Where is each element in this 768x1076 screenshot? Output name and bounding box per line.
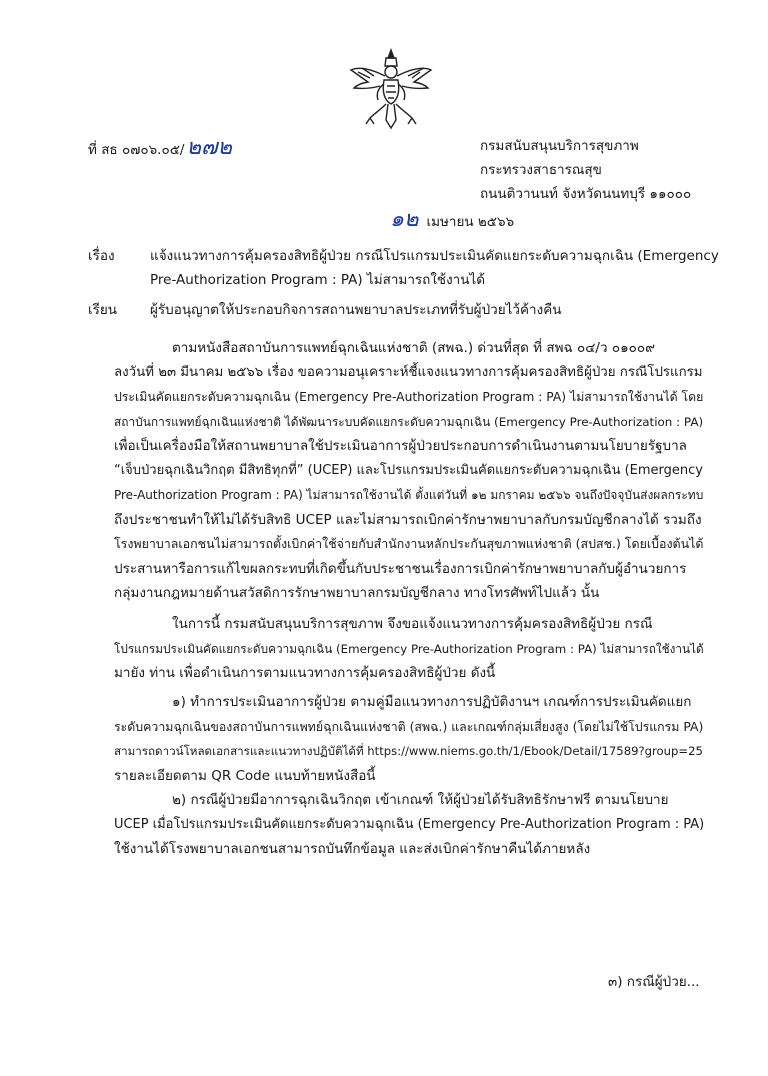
paragraph-2-line: โปรแกรมประเมินคัดแยกระดับความฉุกเฉิน (Emergency Pre-Authorization Program : PA) ไม่สามารถใช้งานได้	[114, 641, 704, 656]
document-number	[88, 136, 232, 162]
guideline-item-2-line: ใช้งานได้โรงพยาบาลเอกชนสามารถบันทึกข้อมูล และส่งเบิกค่ารักษาคืนได้ภายหลัง	[114, 841, 591, 857]
paragraph-1-line: ประเมินคัดแยกระดับความฉุกเฉิน (Emergency Pre-Authorization Program : PA) ไม่สามารถใช้งานได้ โดย	[114, 390, 704, 404]
document-date	[390, 208, 514, 234]
paragraph-1-line: กลุ่มงานกฎหมายด้านสวัสดิการรักษาพยาบาลกรมบัญชีกลาง ทางโทรศัพท์ไปแล้ว นั้น	[114, 585, 600, 601]
paragraph-1-line: ถึงประชาชนทำให้ไม่ได้รับสิทธิ UCEP และไม่สามารถเบิกค่ารักษาพยาบาลกับกรมบัญชีกลางได้ รวมถึง	[114, 511, 702, 528]
paragraph-1	[114, 336, 704, 606]
agency-address: ถนนติวานนท์ จังหวัดนนทบุรี ๑๑๐๐๐	[480, 186, 692, 202]
paragraph-2-line: ในการนี้ กรมสนับสนุนบริการสุขภาพ จึงขอแจ้งแนวทางการคุ้มครองสิทธิผู้ป่วย กรณี	[172, 616, 653, 632]
ministry-name: กระทรวงสาธารณสุข	[480, 162, 602, 178]
page-continuation: ๓) กรณีผู้ป่วย...	[608, 974, 700, 990]
salutation-recipient: ผู้รับอนุญาตให้ประกอบกิจการสถานพยาบาลประเภทที่รับผู้ป่วยไว้ค้างคืน	[150, 302, 562, 318]
agency-name: กรมสนับสนุนบริการสุขภาพ	[480, 138, 639, 154]
paragraph-1-line: สถาบันการแพทย์ฉุกเฉินแห่งชาติ ได้พัฒนาระบบคัดแยกระดับความฉุกเฉิน (Emergency Pre-Authorization : PA)	[114, 414, 704, 429]
subject-line-2: Pre-Authorization Program : PA) ไม่สามารถใช้งานได้	[150, 272, 486, 288]
document-number-prefix: ที่ สธ ๐๗๐๖.๐๕/	[88, 142, 185, 158]
guideline-item-1-line: สามารถดาวน์โหลดเอกสารและแนวทางปฏิบัติได้ที่ https://www.niems.go.th/1/Ebook/Detail/17589?group=25	[114, 744, 703, 758]
paragraph-1-line: ตามหนังสือสถาบันการแพทย์ฉุกเฉินแห่งชาติ (สพฉ.) ด่วนที่สุด ที่ สพฉ ๐๔/ว ๐๑๐๐๙	[172, 340, 656, 356]
subject-label: เรื่อง	[88, 248, 115, 264]
guideline-item-1	[114, 690, 704, 788]
date-month-year: เมษายน ๒๕๖๖	[426, 214, 515, 230]
paragraph-1-line: เพื่อเป็นเครื่องมือให้สถานพยาบาลใช้ประเมินอาการผู้ป่วยประกอบการดำเนินงานตามนโยบายรัฐบาล	[114, 438, 687, 454]
date-day-handwritten: ๑๒	[390, 207, 419, 232]
guideline-item-1-line: ระดับความฉุกเฉินของสถาบันการแพทย์ฉุกเฉินแห่งชาติ (สพฉ.) และเกณฑ์กลุ่มเสี่ยงสูง (โดยไม่ใช้โปรแกรม PA)	[114, 719, 704, 734]
subject-line-1: แจ้งแนวทางการคุ้มครองสิทธิผู้ป่วย กรณีโปรแกรมประเมินคัดแยกระดับความฉุกเฉิน (Emergency	[150, 248, 719, 264]
guideline-item-2-line: UCEP เมื่อโปรแกรมประเมินคัดแยกระดับความฉุกเฉิน (Emergency Pre-Authorization Program : PA)	[114, 816, 705, 832]
paragraph-1-line: โรงพยาบาลเอกชนไม่สามารถตั้งเบิกค่าใช้จ่ายกับสำนักงานหลักประกันสุขภาพแห่งชาติ (สปสช.) โดยเบื้องต้นได้	[114, 536, 704, 551]
guideline-item-2	[114, 788, 704, 862]
paragraph-1-line: ลงวันที่ ๒๓ มีนาคม ๒๕๖๖ เรื่อง ขอความอนุเคราะห์ชี้แจงแนวทางการคุ้มครองสิทธิผู้ป่วย กรณีโปรแกรม	[114, 364, 703, 380]
document-number-handwritten: ๒๗๒	[186, 135, 233, 160]
paragraph-2	[114, 612, 704, 686]
paragraph-1-line: “เจ็บป่วยฉุกเฉินวิกฤต มีสิทธิทุกที่” (UCEP) และโปรแกรมประเมินคัดแยกระดับความฉุกเฉิน (Emergency	[114, 462, 703, 478]
paragraph-1-line: Pre-Authorization Program : PA) ไม่สามารถใช้งานได้ ตั้งแต่วันที่ ๑๒ มกราคม ๒๕๖๖ จนถึงปัจจุบันส่งผลกระทบ	[114, 488, 704, 502]
salutation-label: เรียน	[88, 302, 118, 318]
guideline-item-1-line: ๑) ทำการประเมินอาการผู้ป่วย ตามคู่มือแนวทางการปฏิบัติงานฯ เกณฑ์การประเมินคัดแยก	[172, 694, 692, 710]
garuda-emblem-icon	[348, 48, 434, 130]
guideline-item-2-line: ๒) กรณีผู้ป่วยมีอาการฉุกเฉินวิกฤต เข้าเกณฑ์ ให้ผู้ป่วยได้รับสิทธิรักษาฟรี ตามนโยบาย	[172, 792, 669, 808]
guideline-item-1-line: รายละเอียดตาม QR Code แนบท้ายหนังสือนี้	[114, 767, 376, 784]
paragraph-2-line: มายัง ท่าน เพื่อดำเนินการตามแนวทางการคุ้มครองสิทธิผู้ป่วย ดังนี้	[114, 665, 496, 681]
paragraph-1-line: ประสานหารือการแก้ไขผลกระทบที่เกิดขึ้นกับประชาชนเรื่องการเบิกค่ารักษาพยาบาลกับผู้อำนวยการ	[114, 560, 687, 577]
